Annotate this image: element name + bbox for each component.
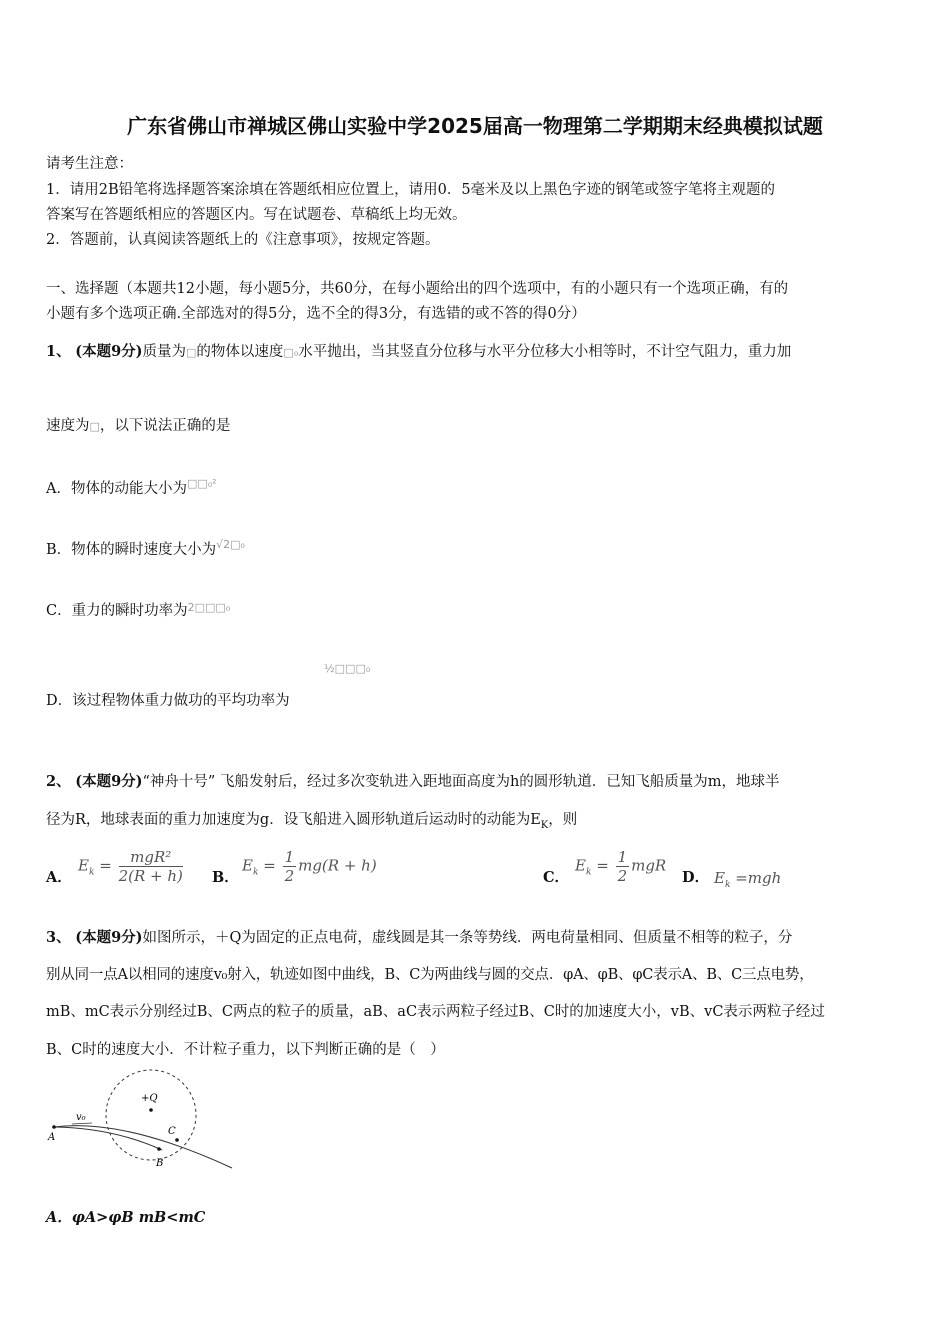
missing-glyph-icon: □ bbox=[89, 420, 100, 433]
q1-points: (本题9分) bbox=[75, 343, 143, 360]
q2-option-b-formula: $E_k$ = $\frac{1}{2}$ mg(R + h) bbox=[242, 848, 377, 885]
q3-stem-line-2: 别从同一点A以相同的速度v₀射入，轨迹如图中曲线，B、C为两曲线与圆的交点．φA、φB、φC表示A、B、C三点电势， bbox=[46, 967, 814, 983]
notice-heading: 请考生注意： bbox=[46, 156, 133, 172]
point-c-label: C bbox=[168, 1126, 176, 1137]
point-b-label: B bbox=[156, 1158, 164, 1169]
missing-glyph-icon: ½□□□₀ bbox=[324, 662, 371, 675]
q2-number: 2、 bbox=[46, 773, 71, 790]
q1-option-c: C．重力的瞬时功率为$^{2□□□_0}$ bbox=[46, 601, 231, 619]
velocity-arrow bbox=[72, 1123, 92, 1124]
q3-stem-line-1: 3、 (本题9分)如图所示，＋Q为固定的正点电荷，虚线圆是其一条等势线．两电荷量相同、但质量不相等的粒子，分 bbox=[46, 929, 793, 946]
q3-points: (本题9分) bbox=[75, 929, 143, 946]
trajectory-c bbox=[54, 1126, 232, 1168]
equipotential-circle bbox=[106, 1070, 196, 1160]
q2-option-c-formula: $E_k$ = $\frac{1}{2}$ mgR bbox=[575, 848, 667, 885]
q2-option-c-label: C． bbox=[543, 869, 570, 886]
trajectory-b bbox=[54, 1127, 162, 1150]
q1-stem-line-2: 速度为□，以下说法正确的是 bbox=[46, 418, 231, 434]
q2-option-d-formula: $E_k =mgh$ bbox=[714, 869, 782, 890]
missing-glyph-icon: □□₀² bbox=[186, 477, 217, 490]
notice-line-1: 1．请用2B铅笔将选择题答案涂填在答题纸相应位置上，请用0．5毫米及以上黑色字迹的钢笔或签字笔将主观题的 bbox=[46, 182, 776, 198]
q2-stem-line-1: 2、 (本题9分)“神舟十号” 飞船发射后，经过多次变轨进入距地面高度为h的圆形轨道．已知飞船质量为m，地球半 bbox=[46, 773, 780, 790]
page-title: 广东省佛山市禅城区佛山实验中学2025届高一物理第二学期期末经典模拟试题 bbox=[127, 114, 823, 138]
q1-option-b: B．物体的瞬时速度大小为$^{√2□_0}$ bbox=[46, 538, 245, 558]
point-a-dot bbox=[52, 1125, 56, 1129]
q3-figure bbox=[44, 1066, 244, 1176]
notice-line-3: 2．答题前，认真阅读答题纸上的《注意事项》，按规定答题。 bbox=[46, 232, 440, 248]
notice-line-2: 答案写在答题纸相应的答题区内。写在试题卷、草稿纸上均无效。 bbox=[46, 207, 467, 223]
q2-option-d-label: D． bbox=[682, 869, 710, 886]
q2-points: (本题9分) bbox=[75, 773, 143, 790]
missing-glyph-icon: □₀ bbox=[283, 346, 299, 359]
missing-glyph-icon: 2□□□₀ bbox=[187, 601, 231, 614]
q2-stem-line-2: 径为R，地球表面的重力加速度为g．设飞船进入圆形轨道后运动时的动能为$E_K$，则 bbox=[46, 812, 578, 831]
q1-number: 1、 bbox=[46, 343, 71, 360]
velocity-label: v₀ bbox=[76, 1112, 86, 1123]
q1-stem-line-1: 1、 (本题9分)质量为□的物体以速度□₀水平抛出，当其竖直分位移与水平分位移大小相等时，不计空气阻力，重力加 bbox=[46, 343, 792, 360]
missing-glyph-icon: √2□₀ bbox=[216, 538, 245, 551]
q3-option-a: A．φA>φB mB<mC bbox=[46, 1209, 206, 1226]
point-b-dot bbox=[157, 1147, 161, 1151]
charge-dot bbox=[149, 1108, 153, 1112]
q3-stem-line-3: mB、mC表示分别经过B、C两点的粒子的质量，aB、aC表示两粒子经过B、C时的加速度大小，vB、vC表示两粒子经过 bbox=[46, 1004, 825, 1020]
q3-number: 3、 bbox=[46, 929, 71, 946]
q1-option-d: D．该过程物体重力做功的平均功率为 bbox=[46, 693, 290, 709]
section-heading-2: 小题有多个选项正确.全部选对的得5分，选不全的得3分，有选错的或不答的得0分） bbox=[46, 306, 586, 322]
q2-option-a-formula: $E_k$ = $\frac{\text{mgR²}}{2(R + h)}$ bbox=[78, 848, 183, 885]
charge-label: +Q bbox=[141, 1093, 158, 1104]
q2-option-b-label: B． bbox=[212, 869, 239, 886]
point-c-dot bbox=[175, 1138, 179, 1142]
point-a-label: A bbox=[48, 1132, 56, 1143]
missing-glyph-icon: □ bbox=[186, 346, 197, 359]
q3-stem-line-4: B、C时的速度大小．不计粒子重力，以下判断正确的是（ ） bbox=[46, 1042, 445, 1058]
q1-option-a: A．物体的动能大小为$^{□□_0^2}$ bbox=[46, 477, 217, 497]
section-heading-1: 一、选择题（本题共12小题，每小题5分，共60分，在每小题给出的四个选项中，有的小题只有一个选项正确，有的 bbox=[46, 281, 789, 297]
q2-option-a-label: A． bbox=[46, 869, 72, 886]
